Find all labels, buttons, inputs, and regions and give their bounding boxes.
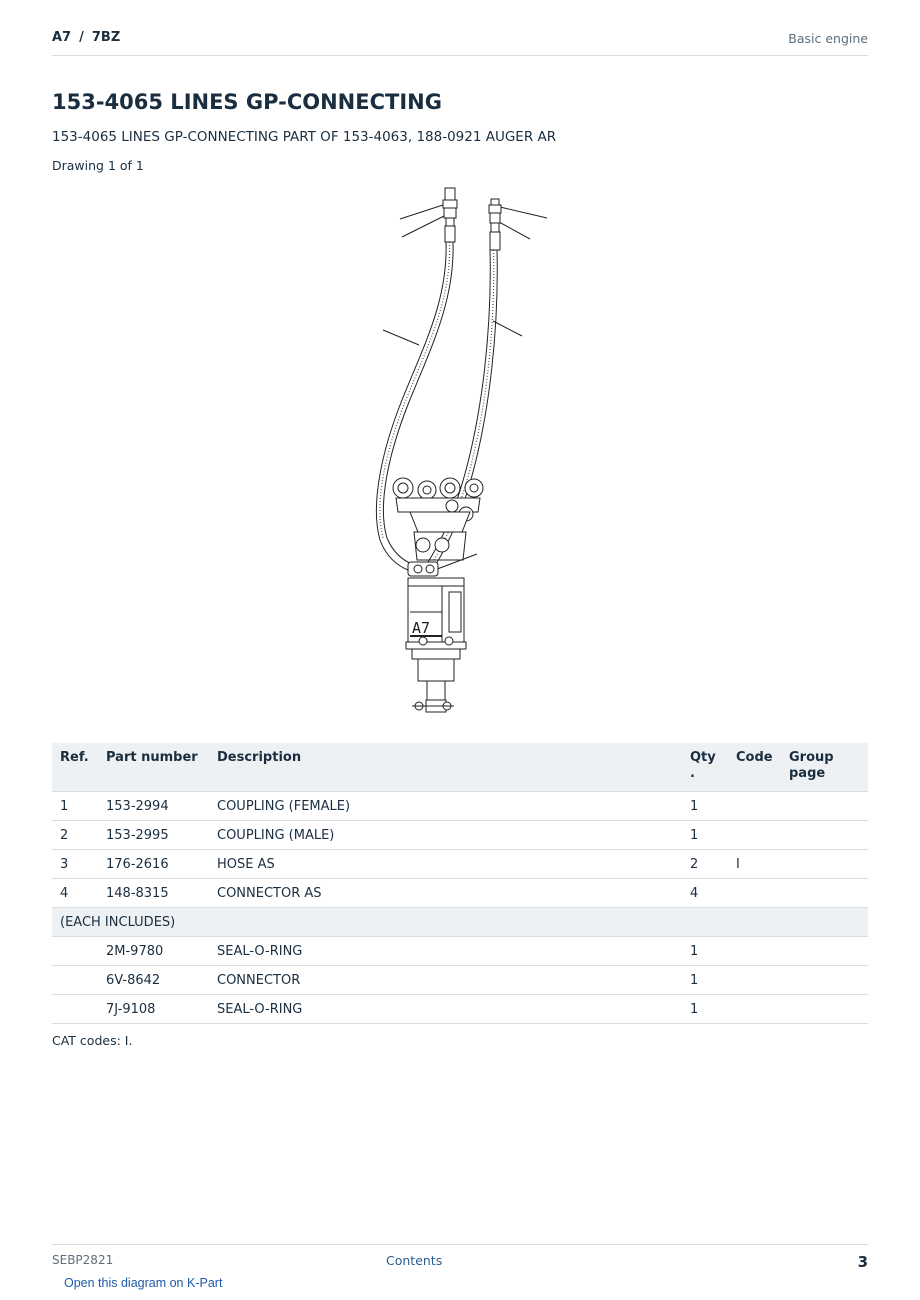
cell-description: CONNECTOR xyxy=(209,966,682,995)
page-header xyxy=(52,28,868,56)
table-row xyxy=(52,850,868,879)
cell-group-page xyxy=(781,966,868,995)
table-row xyxy=(52,879,868,908)
col-header-qty-line2: . xyxy=(690,766,695,781)
callout-line-6 xyxy=(493,321,522,336)
cell-ref: 3 xyxy=(52,850,98,879)
output-shaft xyxy=(412,659,454,712)
cell-ref: 2 xyxy=(52,821,98,850)
cell-qty: 2 xyxy=(682,850,728,879)
cell-ref xyxy=(52,937,98,966)
col-header-part-number: Part number xyxy=(98,743,209,792)
cell-qty: 1 xyxy=(682,821,728,850)
cell-description: COUPLING (MALE) xyxy=(209,821,682,850)
table-row xyxy=(52,821,868,850)
cell-qty: 1 xyxy=(682,966,728,995)
col-header-qty xyxy=(682,743,728,792)
table-sub-row xyxy=(52,966,868,995)
table-note-row xyxy=(52,908,868,937)
cell-part-number: 6V-8642 xyxy=(98,966,209,995)
cell-description: SEAL-O-RING xyxy=(209,995,682,1024)
valve-block xyxy=(393,478,483,560)
cell-qty: 4 xyxy=(682,879,728,908)
breadcrumb xyxy=(52,30,120,45)
breadcrumb-separator: / xyxy=(79,30,84,45)
breadcrumb-serial-prefix: 7BZ xyxy=(91,30,121,45)
contents-link[interactable]: Contents xyxy=(386,1253,443,1268)
callout-line-2 xyxy=(402,214,448,237)
cell-group-page xyxy=(781,850,868,879)
cell-part-number: 2M-9780 xyxy=(98,937,209,966)
cell-group-page xyxy=(781,995,868,1024)
cell-part-number: 7J-9108 xyxy=(98,995,209,1024)
parts-table xyxy=(52,743,868,1024)
cell-code xyxy=(728,966,781,995)
cell-description: HOSE AS xyxy=(209,850,682,879)
cell-group-page xyxy=(781,937,868,966)
page-footer xyxy=(52,1244,868,1272)
cell-group-page xyxy=(781,821,868,850)
cell-code xyxy=(728,792,781,821)
col-header-description: Description xyxy=(209,743,682,792)
cell-part-number: 153-2994 xyxy=(98,792,209,821)
table-row xyxy=(52,792,868,821)
motor-fittings xyxy=(408,562,438,576)
col-header-group-line2: page xyxy=(789,766,826,781)
cell-code xyxy=(728,937,781,966)
table-sub-row xyxy=(52,995,868,1024)
cell-description: COUPLING (FEMALE) xyxy=(209,792,682,821)
cell-part-number: 176-2616 xyxy=(98,850,209,879)
page-title: 153-4065 LINES GP-CONNECTING xyxy=(52,90,442,114)
cell-qty: 1 xyxy=(682,937,728,966)
cell-qty: 1 xyxy=(682,792,728,821)
cell-code xyxy=(728,821,781,850)
cell-group-page xyxy=(781,792,868,821)
cell-code xyxy=(728,995,781,1024)
callout-line-7 xyxy=(432,554,477,571)
table-sub-row xyxy=(52,937,868,966)
col-header-qty-line1: Qty xyxy=(690,750,716,765)
col-header-group-page xyxy=(781,743,868,792)
callout-line-1 xyxy=(400,204,446,219)
col-header-group-line1: Group xyxy=(789,750,834,765)
parts-diagram xyxy=(360,180,560,720)
callout-line-5 xyxy=(383,330,419,345)
cell-ref: 4 xyxy=(52,879,98,908)
section-name: Basic engine xyxy=(788,31,868,46)
page-number: 3 xyxy=(857,1253,868,1271)
cell-description: CONNECTOR AS xyxy=(209,879,682,908)
drawing-count: Drawing 1 of 1 xyxy=(52,158,144,173)
cat-codes-note: CAT codes: I. xyxy=(52,1033,133,1048)
callout-line-4 xyxy=(499,222,530,239)
cell-code: I xyxy=(728,850,781,879)
col-header-code: Code xyxy=(728,743,781,792)
page-subtitle: 153-4065 LINES GP-CONNECTING PART OF 153-4063, 188-0921 AUGER AR xyxy=(52,129,557,145)
document-id: SEBP2821 xyxy=(52,1253,114,1267)
cell-ref xyxy=(52,966,98,995)
callout-line-3 xyxy=(500,207,547,218)
col-header-ref: Ref. xyxy=(52,743,98,792)
cell-ref xyxy=(52,995,98,1024)
cell-group-page xyxy=(781,879,868,908)
left-coupling xyxy=(443,188,457,242)
open-in-kpart-link[interactable]: Open this diagram on K-Part xyxy=(64,1276,223,1290)
cell-part-number: 153-2995 xyxy=(98,821,209,850)
cell-description: SEAL-O-RING xyxy=(209,937,682,966)
motor-body-label: A7 xyxy=(412,619,431,637)
breadcrumb-model: A7 xyxy=(52,30,72,45)
cell-part-number: 148-8315 xyxy=(98,879,209,908)
right-coupling xyxy=(489,199,501,250)
cell-qty: 1 xyxy=(682,995,728,1024)
table-note: (EACH INCLUDES) xyxy=(52,908,868,937)
table-header-row xyxy=(52,743,868,792)
cell-ref: 1 xyxy=(52,792,98,821)
cell-code xyxy=(728,879,781,908)
